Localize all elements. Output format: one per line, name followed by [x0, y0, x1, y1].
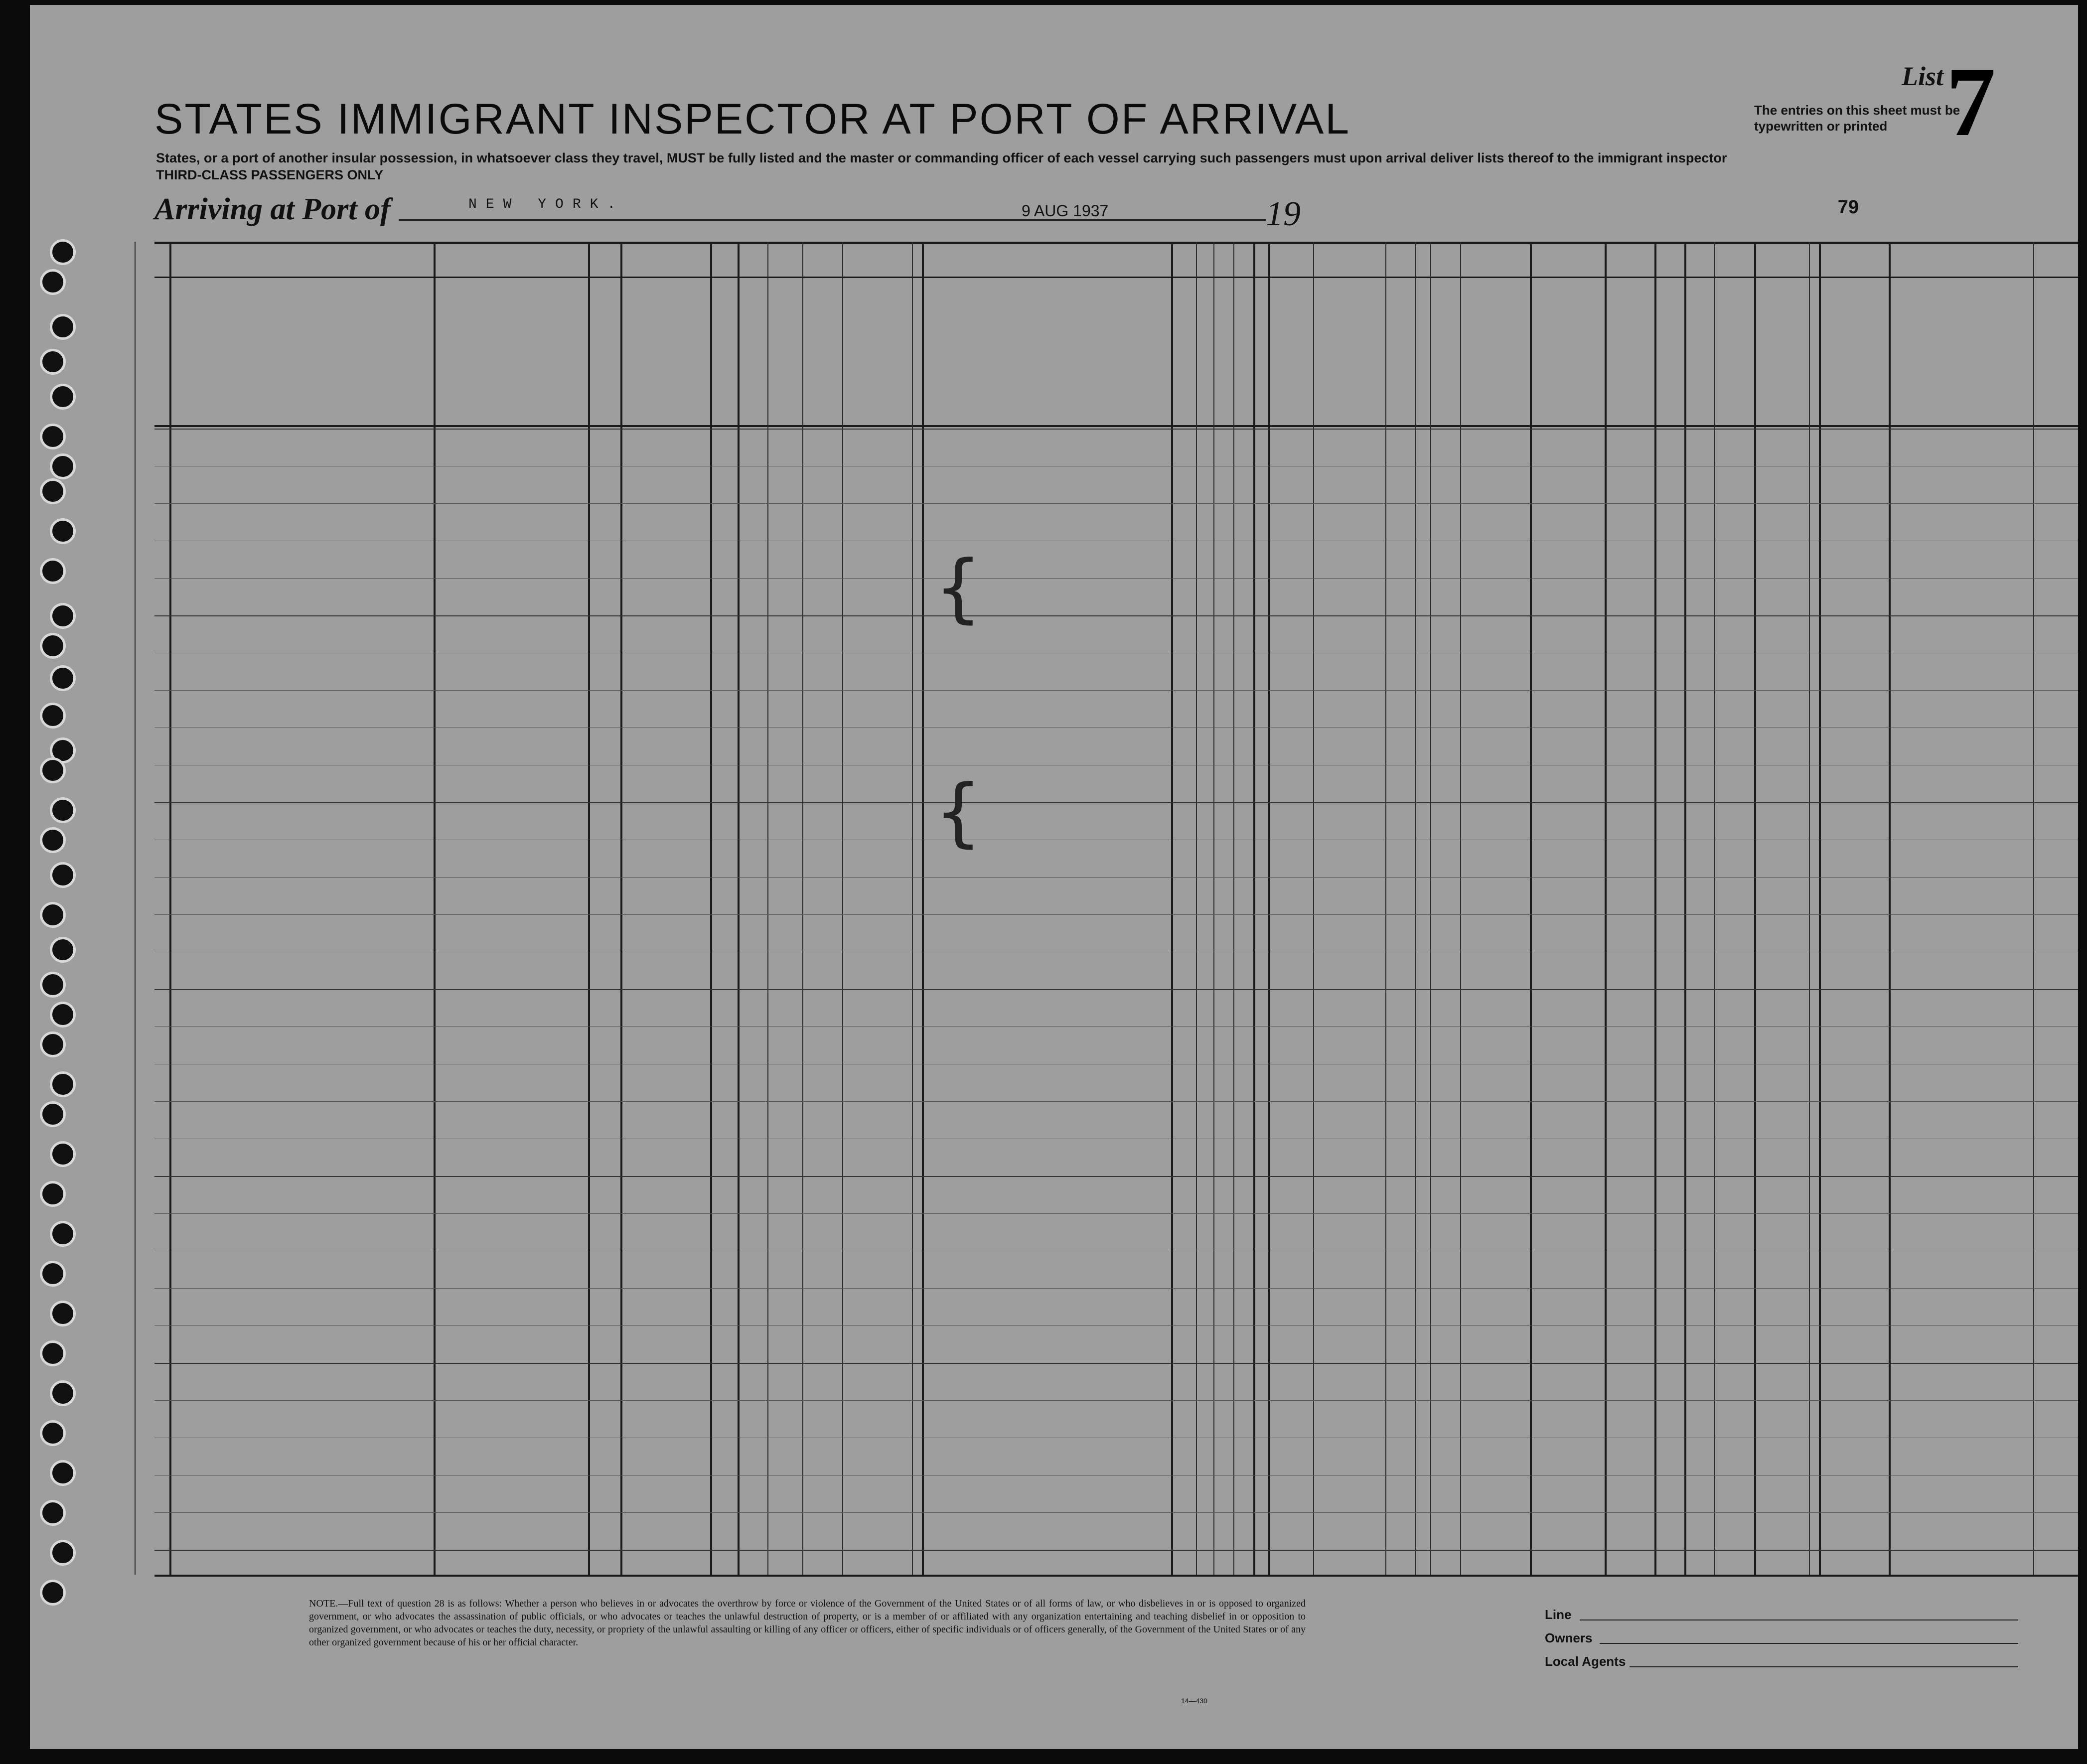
column-rule	[738, 242, 740, 1575]
punch-hole	[50, 937, 76, 963]
header-c24b	[1201, 304, 1221, 404]
row-rule	[154, 1512, 2078, 1513]
punch-hole	[50, 1460, 76, 1486]
row-rule	[154, 914, 2078, 915]
column-rule	[620, 242, 622, 1575]
column-rule	[2033, 242, 2034, 1575]
header-number-rule	[154, 277, 2078, 278]
page-subtitle	[156, 149, 1950, 183]
column-rule	[1213, 242, 1214, 1575]
column-rule	[135, 242, 136, 1575]
row-rule	[154, 1213, 2078, 1214]
row-rule	[154, 1550, 2078, 1551]
column-rule	[1171, 242, 1173, 1575]
row-rule	[154, 877, 2078, 878]
column-rule	[1196, 242, 1197, 1575]
punch-hole	[50, 384, 76, 410]
punch-hole	[40, 902, 66, 928]
page-number: 79	[1837, 197, 1859, 218]
punch-hole	[40, 827, 66, 853]
punch-hole	[40, 633, 66, 659]
punch-hole	[50, 862, 76, 888]
punch-hole	[40, 1031, 66, 1057]
header-bottom-rule	[154, 425, 2078, 427]
header-c24a	[1178, 304, 1198, 404]
punch-hole	[40, 1181, 66, 1207]
punch-hole	[40, 1101, 66, 1127]
punch-hole	[40, 1261, 66, 1287]
owners-label: Owners	[1545, 1630, 1593, 1645]
punch-hole	[50, 1221, 76, 1247]
column-rule	[842, 242, 843, 1575]
column-rule	[710, 242, 712, 1575]
row-rule	[154, 615, 2078, 616]
subtitle-line-2: THIRD-CLASS PASSENGERS ONLY	[156, 167, 384, 182]
column-rule	[1385, 242, 1386, 1575]
column-rule	[434, 242, 436, 1575]
year-prefix: 19	[1266, 195, 1301, 233]
punch-hole	[50, 1301, 76, 1326]
row-rule	[154, 1400, 2078, 1401]
manifest-sheet	[30, 5, 2078, 1749]
column-rule	[1460, 242, 1461, 1575]
column-rule	[1268, 242, 1270, 1575]
column-rule	[1233, 242, 1234, 1575]
header-c20_sub	[719, 344, 739, 419]
column-rule	[1415, 242, 1416, 1575]
punch-hole	[50, 1002, 76, 1028]
column-rule	[1253, 242, 1255, 1575]
list-label: List	[1901, 61, 1943, 91]
row-rule	[154, 1363, 2078, 1364]
header-c25	[1240, 289, 1260, 419]
punch-hole	[50, 1141, 76, 1167]
row-rule	[154, 503, 2078, 504]
punch-hole	[50, 603, 76, 629]
punch-hole	[40, 757, 66, 783]
column-rule	[1714, 242, 1715, 1575]
agents-label: Local Agents	[1545, 1654, 1626, 1669]
row-rule	[154, 1288, 2078, 1289]
column-rule	[1809, 242, 1810, 1575]
page-title: STATES IMMIGRANT INSPECTOR AT PORT OF ARRIVAL	[154, 95, 1351, 143]
column-rule	[1430, 242, 1431, 1575]
column-rule	[912, 242, 913, 1575]
row-rule	[154, 690, 2078, 691]
column-rule	[1530, 242, 1532, 1575]
column-rule	[1313, 242, 1314, 1575]
port-name: NEW YORK.	[468, 197, 625, 212]
punch-hole	[50, 1540, 76, 1566]
header-c24c	[1220, 304, 1240, 404]
punch-holes	[30, 5, 149, 1749]
typewrite-note: The entries on this sheet must be typewritten or printed	[1754, 103, 1960, 134]
punch-hole	[50, 665, 76, 691]
column-rule	[767, 242, 768, 1575]
column-rule	[1605, 242, 1607, 1575]
header-c21	[744, 284, 764, 414]
brace-rows-4-5: {	[934, 545, 982, 631]
header-c19	[597, 284, 617, 424]
header-c28	[1320, 289, 1340, 419]
column-rule	[802, 242, 803, 1575]
form-code: 14—430	[1181, 1697, 1207, 1705]
punch-hole	[40, 478, 66, 504]
punch-hole	[40, 349, 66, 375]
punch-hole	[40, 1500, 66, 1526]
punch-hole	[50, 453, 76, 479]
punch-hole	[40, 972, 66, 998]
punch-hole	[40, 1340, 66, 1366]
header-c31	[1437, 289, 1457, 419]
grid-bottom-rule	[154, 1575, 2078, 1577]
punch-hole	[40, 703, 66, 729]
header-top-rule	[154, 242, 2078, 244]
column-rule	[1684, 242, 1686, 1575]
header-c27	[1275, 289, 1295, 419]
column-rule	[169, 242, 171, 1575]
column-rule	[1819, 242, 1821, 1575]
list-number: 7	[1946, 47, 1996, 157]
brace-rows-10-11: {	[934, 769, 982, 856]
column-rule	[1754, 242, 1756, 1575]
row-rule	[154, 1176, 2078, 1177]
line-label: Line	[1545, 1607, 1572, 1622]
punch-hole	[50, 797, 76, 823]
punch-hole	[50, 1071, 76, 1097]
arriving-rule	[399, 219, 1266, 221]
punch-hole	[40, 1420, 66, 1446]
column-rule	[922, 242, 924, 1575]
column-rule	[588, 242, 590, 1575]
punch-hole	[40, 558, 66, 584]
column-rule	[1889, 242, 1891, 1575]
row-rule	[154, 1101, 2078, 1102]
punch-hole	[50, 518, 76, 544]
row-rule	[154, 989, 2078, 990]
punch-hole	[50, 314, 76, 340]
punch-hole	[50, 239, 76, 265]
line-field	[1580, 1619, 2018, 1620]
header-c29	[1392, 289, 1412, 419]
arriving-label: Arriving at Port of	[154, 192, 391, 226]
date-stamp: 9 AUG 1937	[1022, 202, 1109, 220]
footer-note: NOTE.—Full text of question 28 is as follows: Whether a person who believes in or advocates the overthrow by force or violence of the Government of the United States or of all forms of law, or who disbelieves in or is opposed to organized government, or who advocates the assassination of public officials, or who advocates or teaches the unlawful destruction of property, or is a member of or affiliated with any organization entertaining and teaching disbelief in or opposition to organized government, or who advocates or teaches the duty, necessity, or propriety of the unlawful assaulting or killing of any officer or officers, either of specific individuals or of officers generally, of the Government of the United States or of any other organized government because of his or her official character.	[309, 1598, 1306, 1648]
subtitle-line-1: States, or a port of another insular possession, in whatsoever class they travel, MUST be fully listed and the master or commanding officer of each vessel carrying such passengers must upon arrival deliver lists thereof to the immigrant inspector	[156, 150, 1727, 165]
punch-hole	[40, 269, 66, 295]
column-rule	[1654, 242, 1656, 1575]
row-rule	[154, 429, 2078, 430]
row-rule	[154, 578, 2078, 579]
row-rule	[154, 1325, 2078, 1326]
owners-field	[1600, 1643, 2018, 1644]
agents-field	[1630, 1666, 2018, 1667]
punch-hole	[40, 1580, 66, 1606]
row-rule	[154, 802, 2078, 803]
punch-hole	[40, 424, 66, 449]
punch-hole	[50, 1380, 76, 1406]
